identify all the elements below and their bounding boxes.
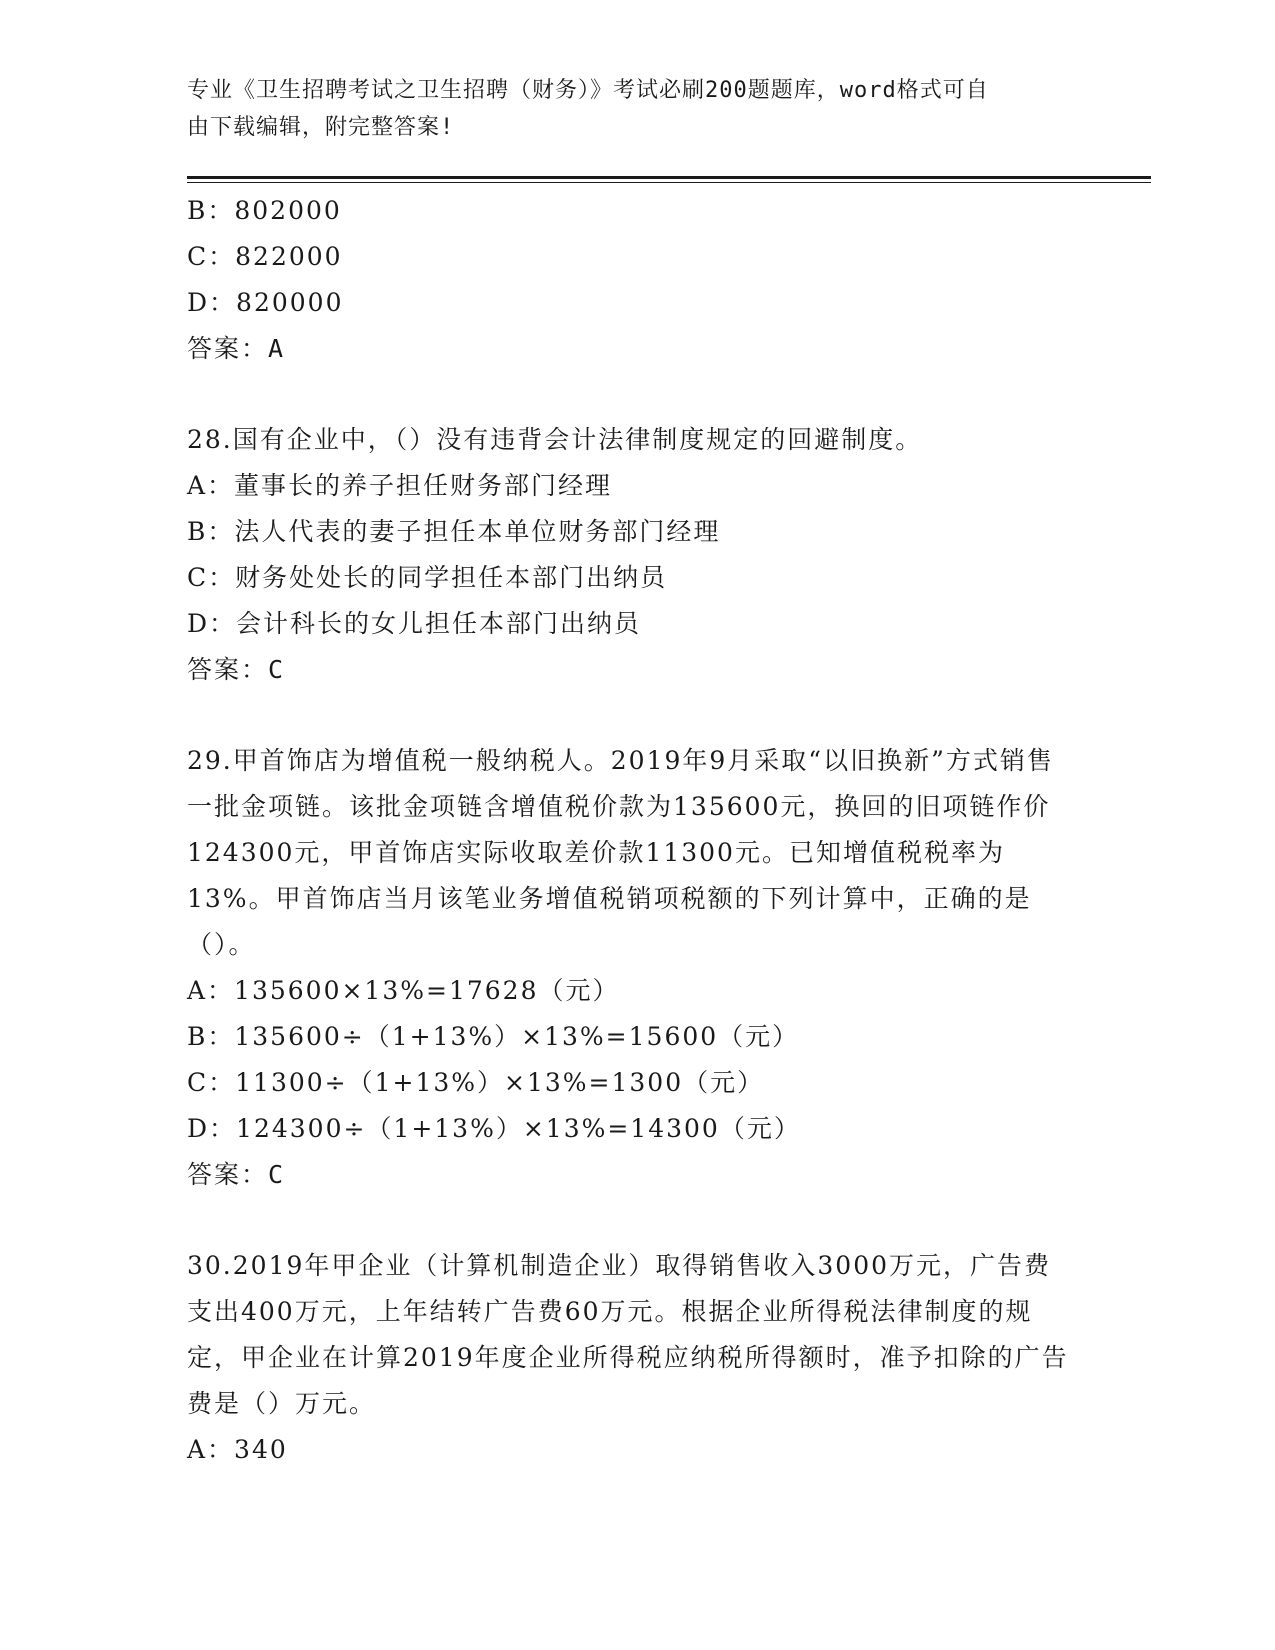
- option-d: D：124300÷（1+13%）×13%=14300（元）: [187, 1114, 801, 1143]
- question-stem: 29.甲首饰店为增值税一般纳税人。2019年9月采取“以旧换新”方式销售一批金项链。该批金项链含增值税价款为135600元，换回的旧项链作价124300元，甲首饰店实际收取差价款11300元。已知增值税税率为13%。甲首饰店当月该笔业务增值税销项税额的下列计算中，正确的是（）。: [187, 746, 1054, 959]
- question-30: [187, 1243, 1087, 1473]
- header-title-line-1: 专业《卫生招聘考试之卫生招聘（财务）》考试必刷200题题库，word格式可自: [187, 78, 989, 103]
- option-a: A：董事长的养子担任财务部门经理: [187, 471, 613, 500]
- spacer: [187, 372, 1087, 417]
- option-c: C：财务处处长的同学担任本部门出纳员: [187, 563, 668, 592]
- header-divider-thin: [187, 182, 1151, 183]
- option-a: A：340: [187, 1435, 288, 1464]
- answer-label: 答案：A: [187, 334, 286, 363]
- question-stem: 28.国有企业中，（）没有违背会计法律制度规定的回避制度。: [187, 425, 923, 454]
- question-29: [187, 738, 1087, 1198]
- option-a: A：135600×13%=17628（元）: [187, 976, 620, 1005]
- question-stem: 30.2019年甲企业（计算机制造企业）取得销售收入3000万元，广告费支出400万元，上年结转广告费60万元。根据企业所得税法律制度的规定，甲企业在计算2019年度企业所得税应纳税所得额时，准予扣除的广告费是（）万元。: [187, 1251, 1069, 1418]
- header-divider-thick: [187, 176, 1151, 179]
- header-title-line-2: 由下载编辑，附完整答案!: [187, 115, 455, 140]
- answer-label: 答案：C: [187, 1160, 286, 1189]
- document-header: [187, 72, 1087, 146]
- spacer: [187, 693, 1087, 738]
- option-d: D：会计科长的女儿担任本部门出纳员: [187, 609, 642, 638]
- option-c: C：822000: [187, 242, 343, 271]
- option-d: D：820000: [187, 288, 344, 317]
- option-b: B：法人代表的妻子担任本单位财务部门经理: [187, 517, 721, 546]
- option-c: C：11300÷（1+13%）×13%=1300（元）: [187, 1068, 765, 1097]
- question-list: [187, 188, 1087, 1473]
- spacer: [187, 1198, 1087, 1243]
- question-28: [187, 417, 1087, 693]
- option-b: B：135600÷（1+13%）×13%=15600（元）: [187, 1022, 800, 1051]
- option-b: B：802000: [187, 196, 342, 225]
- answer-label: 答案：C: [187, 655, 286, 684]
- question-27-tail: [187, 188, 1087, 372]
